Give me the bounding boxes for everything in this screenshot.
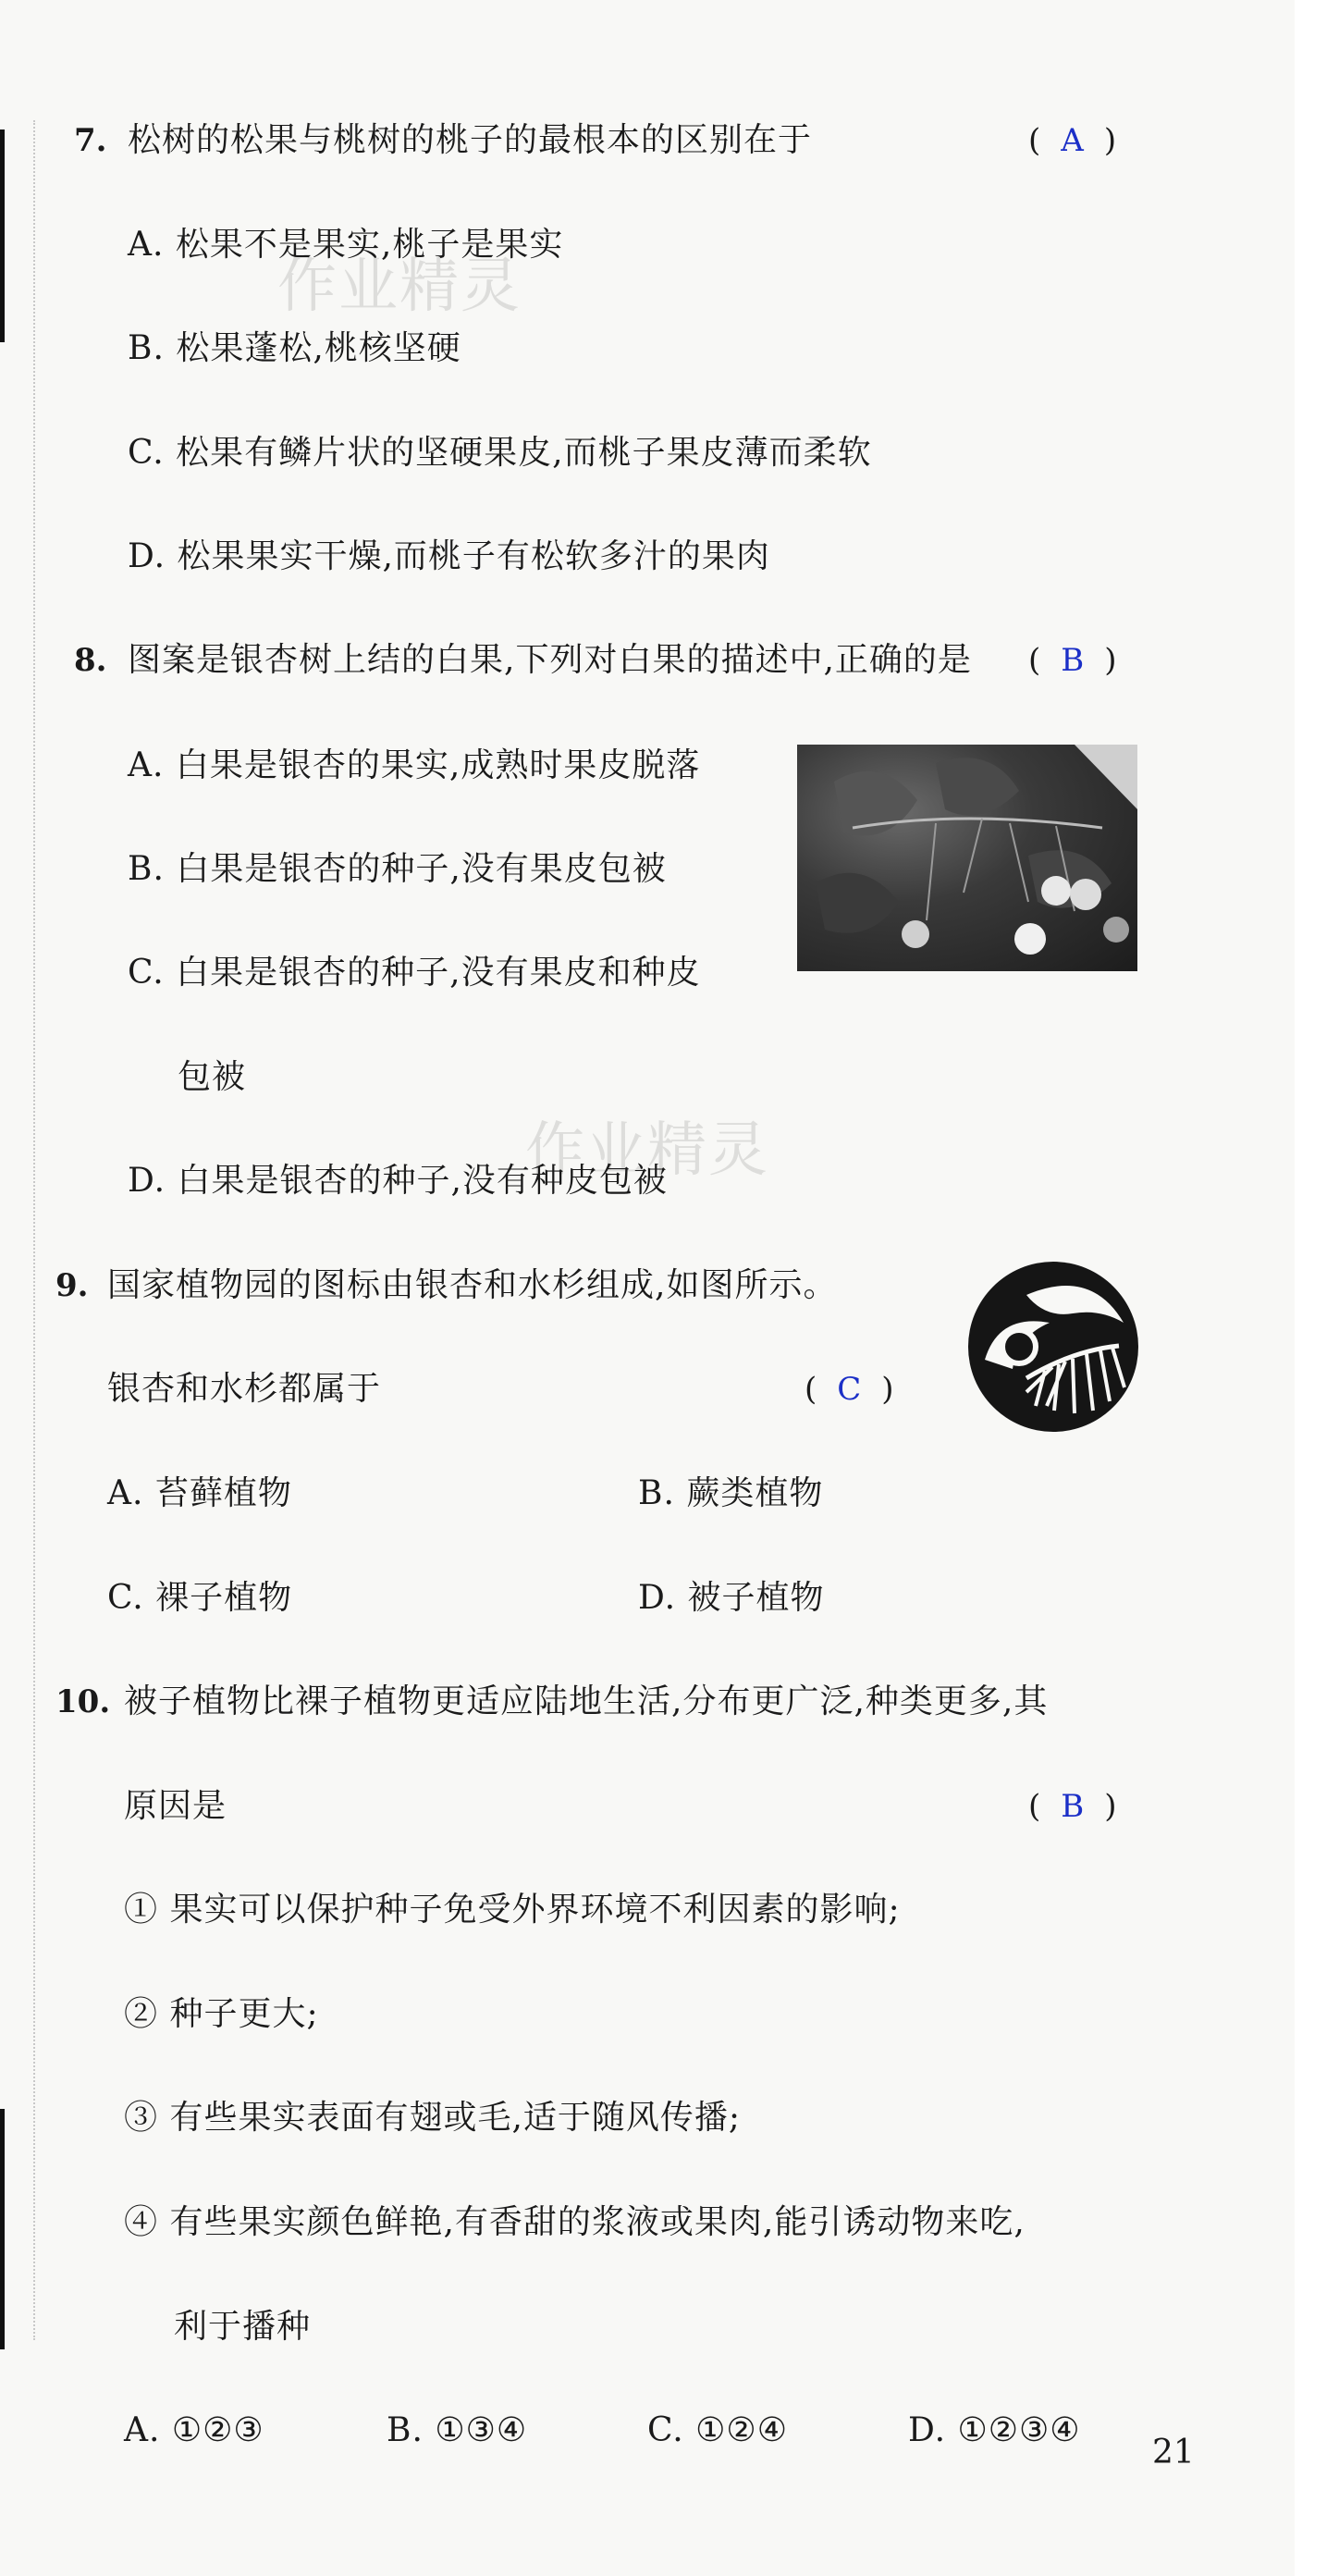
binding-edge-mark (0, 129, 5, 342)
bracket-open: ( (805, 1371, 817, 1408)
bracket-open: ( (1028, 122, 1041, 159)
statement: ③ 有些果实表面有翅或毛,适于随风传播; (124, 2099, 742, 2137)
question-stem: 被子植物比裸子植物更适应陆地生活,分布更广泛,种类更多,其 (124, 1682, 1049, 1720)
option: C. 白果是银杏的种子,没有果皮和种皮 (128, 954, 701, 992)
bracket-close: ) (1104, 642, 1117, 679)
answer-bracket (1028, 1786, 1117, 1827)
binding-edge-mark (0, 2109, 5, 2349)
bracket-open: ( (1028, 642, 1041, 679)
bracket-close: ) (1104, 1788, 1117, 1825)
watermark: 作业精灵 (277, 253, 522, 321)
option: A. 白果是银杏的果实,成熟时果皮脱落 (128, 746, 701, 784)
ginkgo-seed-photo (797, 745, 1137, 971)
question-stem: 原因是 (124, 1787, 227, 1825)
answer-bracket (1028, 640, 1117, 681)
option: D. 被子植物 (638, 1579, 825, 1617)
option: A. 苔藓植物 (107, 1474, 292, 1512)
option: A. 松果不是果实,桃子是果实 (128, 226, 564, 264)
answer-letter: C (837, 1371, 862, 1408)
bracket-close: ) (1103, 122, 1117, 159)
question-number: 8. (74, 642, 107, 679)
option-continuation: 包被 (178, 1058, 247, 1096)
statement: ① 果实可以保护种子免受外界环境不利因素的影响; (124, 1891, 901, 1929)
statement-continuation: 利于播种 (174, 2308, 312, 2346)
option: B. 白果是银杏的种子,没有果皮包被 (128, 850, 667, 888)
option: D. 松果果实干燥,而桃子有松软多汁的果肉 (128, 537, 770, 575)
option: B. 松果蓬松,桃核坚硬 (128, 329, 461, 367)
answer-letter: A (1061, 122, 1084, 159)
answer-letter: B (1061, 642, 1085, 679)
option: C. ①②④ (647, 2411, 788, 2449)
answer-bracket (1028, 120, 1116, 161)
question-stem: 松树的松果与桃树的桃子的最根本的区别在于 (128, 121, 813, 159)
botanical-garden-logo (962, 1258, 1145, 1436)
question-stem: 银杏和水杉都属于 (107, 1370, 382, 1408)
option: B. ①③④ (387, 2411, 528, 2449)
option: C. 松果有鳞片状的坚硬果皮,而桃子果皮薄而柔软 (128, 434, 872, 472)
option: C. 裸子植物 (107, 1579, 293, 1617)
bracket-open: ( (1028, 1788, 1041, 1825)
question-number: 9. (55, 1267, 89, 1304)
question-stem: 图案是银杏树上结的白果,下列对白果的描述中,正确的是 (128, 641, 972, 679)
bracket-close: ) (881, 1371, 894, 1408)
answer-letter: B (1061, 1788, 1085, 1825)
option: B. 蕨类植物 (638, 1474, 824, 1512)
option: A. ①②③ (124, 2411, 264, 2449)
statement: ④ 有些果实颜色鲜艳,有香甜的浆液或果肉,能引诱动物来吃, (124, 2203, 1026, 2241)
question-stem: 国家植物园的图标由银杏和水杉组成,如图所示。 (107, 1266, 838, 1304)
statement: ② 种子更大; (124, 1995, 319, 2033)
answer-bracket (805, 1369, 894, 1410)
question-number: 10. (55, 1683, 111, 1720)
option: D. ①②③④ (908, 2411, 1081, 2449)
watermark: 作业精灵 (525, 1116, 769, 1185)
binding-dotted-line (33, 120, 35, 2340)
page-number: 21 (1152, 2434, 1195, 2471)
option: D. 白果是银杏的种子,没有种皮包被 (128, 1162, 668, 1200)
question-number: 7. (74, 122, 107, 159)
